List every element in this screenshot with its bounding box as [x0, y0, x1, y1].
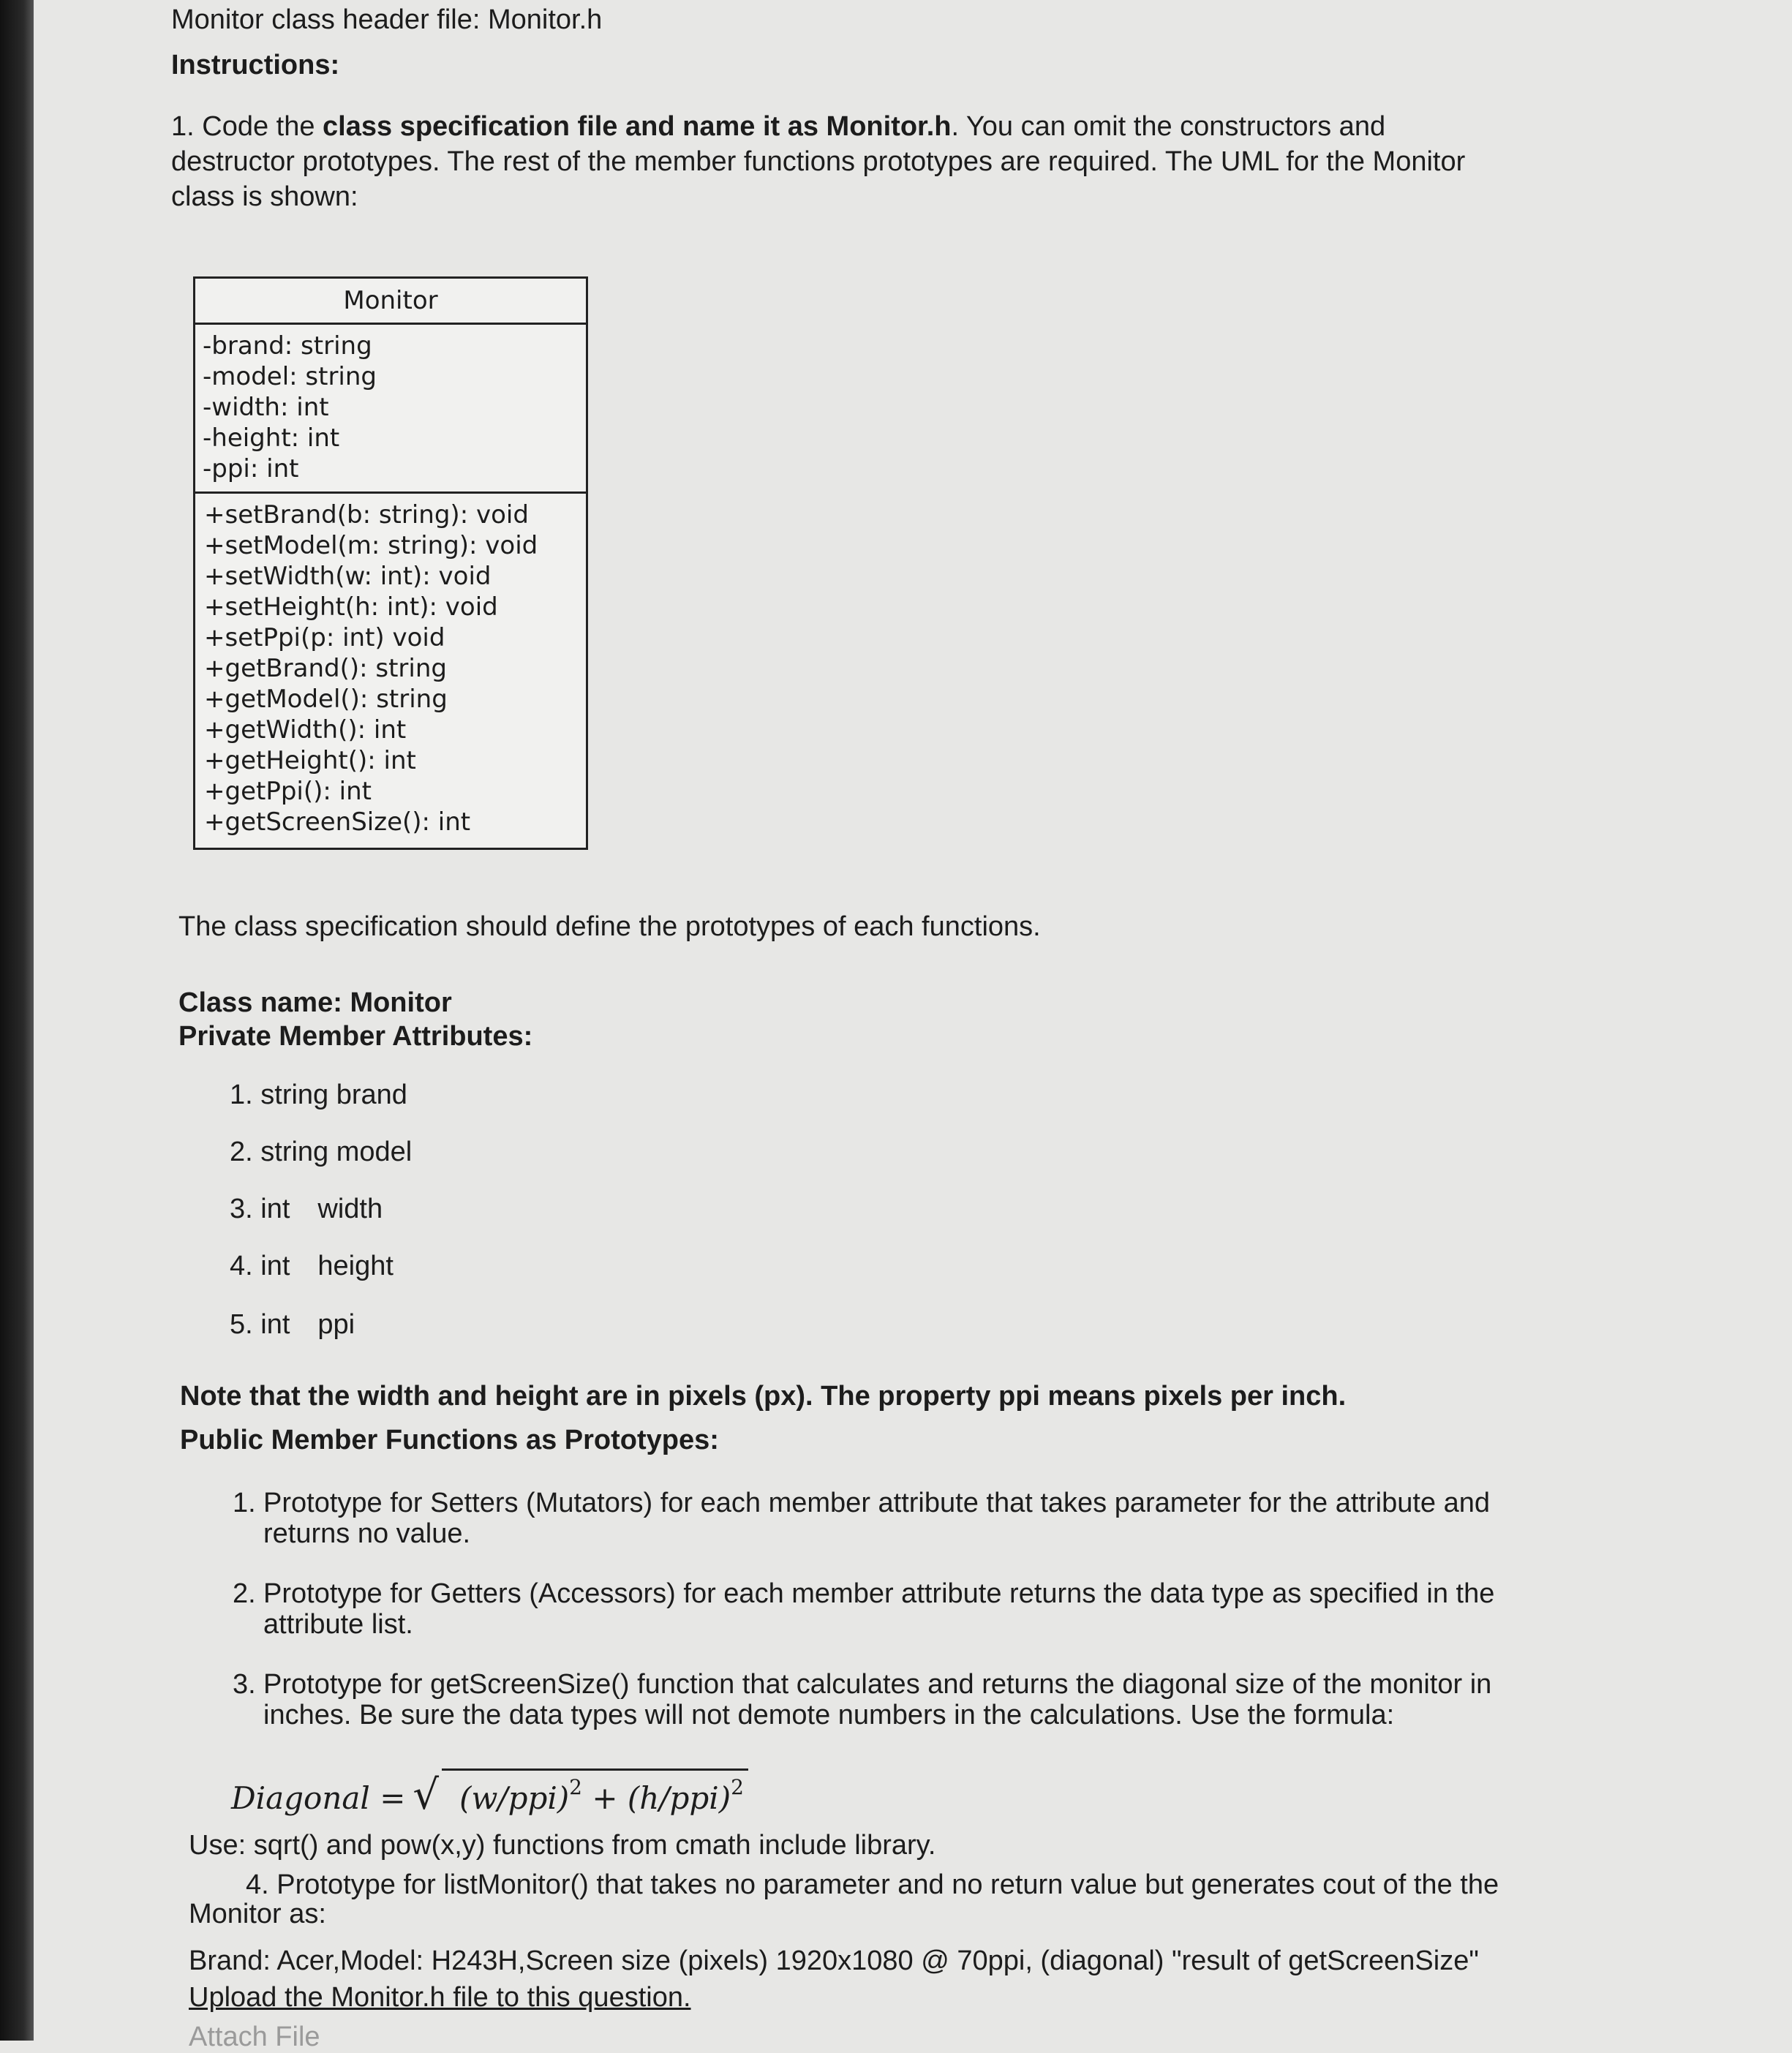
public-item-line: attribute list.	[263, 1609, 413, 1640]
page-title: Monitor class header file: Monitor.h	[171, 4, 603, 35]
uml-attribute: -height: int	[203, 423, 340, 453]
step1-line3: class is shown:	[171, 181, 358, 212]
screen-bezel	[0, 0, 34, 2041]
uml-operation: +getScreenSize(): int	[204, 807, 471, 837]
uml-operation: +setModel(m: string): void	[204, 531, 538, 560]
public-functions-heading: Public Member Functions as Prototypes:	[180, 1425, 719, 1455]
document-page	[34, 0, 1792, 2052]
diagonal-formula	[231, 1768, 748, 1819]
item4-line1: 4. Prototype for listMonitor() that takes no parameter and no return value but generates cout of the the	[246, 1869, 1499, 1900]
step1-bold: class specification file and name it as Monitor.h	[323, 111, 952, 142]
uml-class-diagram	[193, 276, 588, 850]
uml-attribute: -brand: string	[203, 331, 372, 361]
public-item-number: 2.	[233, 1578, 256, 1609]
upload-link[interactable]: Upload the Monitor.h file to this question.	[189, 1982, 691, 2013]
uml-attributes	[195, 325, 586, 494]
uml-operation: +getPpi(): int	[204, 777, 372, 806]
uml-attribute: -model: string	[203, 362, 377, 391]
private-attr-item: 4. int height	[230, 1251, 394, 1281]
uml-operation: +setWidth(w: int): void	[204, 562, 492, 591]
public-item-line: returns no value.	[263, 1518, 471, 1549]
step1-line1	[171, 111, 1385, 143]
square-root-icon: √	[413, 1771, 440, 1819]
public-item-line: Prototype for Setters (Mutators) for each member attribute that takes parameter for the attribute and	[263, 1488, 1491, 1518]
public-item-number: 1.	[233, 1488, 256, 1518]
private-attr-item: 1. string brand	[230, 1080, 407, 1110]
formula-radicand: $(w/ppi)^2 + (h/ppi)^2$	[442, 1768, 748, 1816]
uml-operation: +getWidth(): int	[204, 715, 407, 745]
instructions-heading: Instructions:	[171, 50, 340, 80]
public-item-line: Prototype for getScreenSize() function that calculates and returns the diagonal size of the monitor in	[263, 1669, 1492, 1700]
uml-operation: +setHeight(h: int): void	[204, 592, 498, 622]
spec-note: The class specification should define the prototypes of each functions.	[178, 911, 1041, 942]
private-attr-item: 5. int ppi	[230, 1309, 355, 1340]
step1-suffix: . You can omit the constructors and	[951, 111, 1386, 142]
attach-file-button[interactable]: Attach File	[189, 2022, 320, 2052]
uml-operations	[195, 494, 586, 848]
public-item-line: inches. Be sure the data types will not demote numbers in the calculations. Use the formula:	[263, 1700, 1395, 1730]
uml-attribute: -width: int	[203, 393, 329, 422]
public-item-number: 3.	[233, 1669, 256, 1700]
uml-operation: +setBrand(b: string): void	[204, 500, 529, 530]
formula-lhs: Diagonal =	[231, 1780, 406, 1816]
item4-line2: Monitor as:	[189, 1899, 326, 1929]
uml-operation: +getBrand(): string	[204, 654, 447, 683]
step1-prefix: 1. Code the	[171, 111, 323, 142]
private-attr-item: 3. int width	[230, 1194, 383, 1224]
uml-operation: +getModel(): string	[204, 685, 448, 714]
uml-class-name: Monitor	[195, 279, 586, 325]
sample-output: Brand: Acer,Model: H243H,Screen size (pixels) 1920x1080 @ 70ppi, (diagonal) "result of getScreenSize"	[189, 1945, 1479, 1976]
uml-attribute: -ppi: int	[203, 454, 299, 483]
pixels-note: Note that the width and height are in pixels (px). The property ppi means pixels per inch.	[180, 1381, 1347, 1412]
step1-line2: destructor prototypes. The rest of the member functions prototypes are required. The UML for the Monitor	[171, 146, 1466, 177]
uml-operation: +getHeight(): int	[204, 746, 416, 775]
class-name-label: Class name: Monitor	[178, 987, 452, 1018]
uml-operation: +setPpi(p: int) void	[204, 623, 445, 652]
public-item-line: Prototype for Getters (Accessors) for each member attribute returns the data type as specified in the	[263, 1578, 1495, 1609]
private-attr-item: 2. string model	[230, 1137, 413, 1167]
private-attributes-heading: Private Member Attributes:	[178, 1021, 533, 1052]
use-note: Use: sqrt() and pow(x,y) functions from cmath include library.	[189, 1830, 936, 1861]
